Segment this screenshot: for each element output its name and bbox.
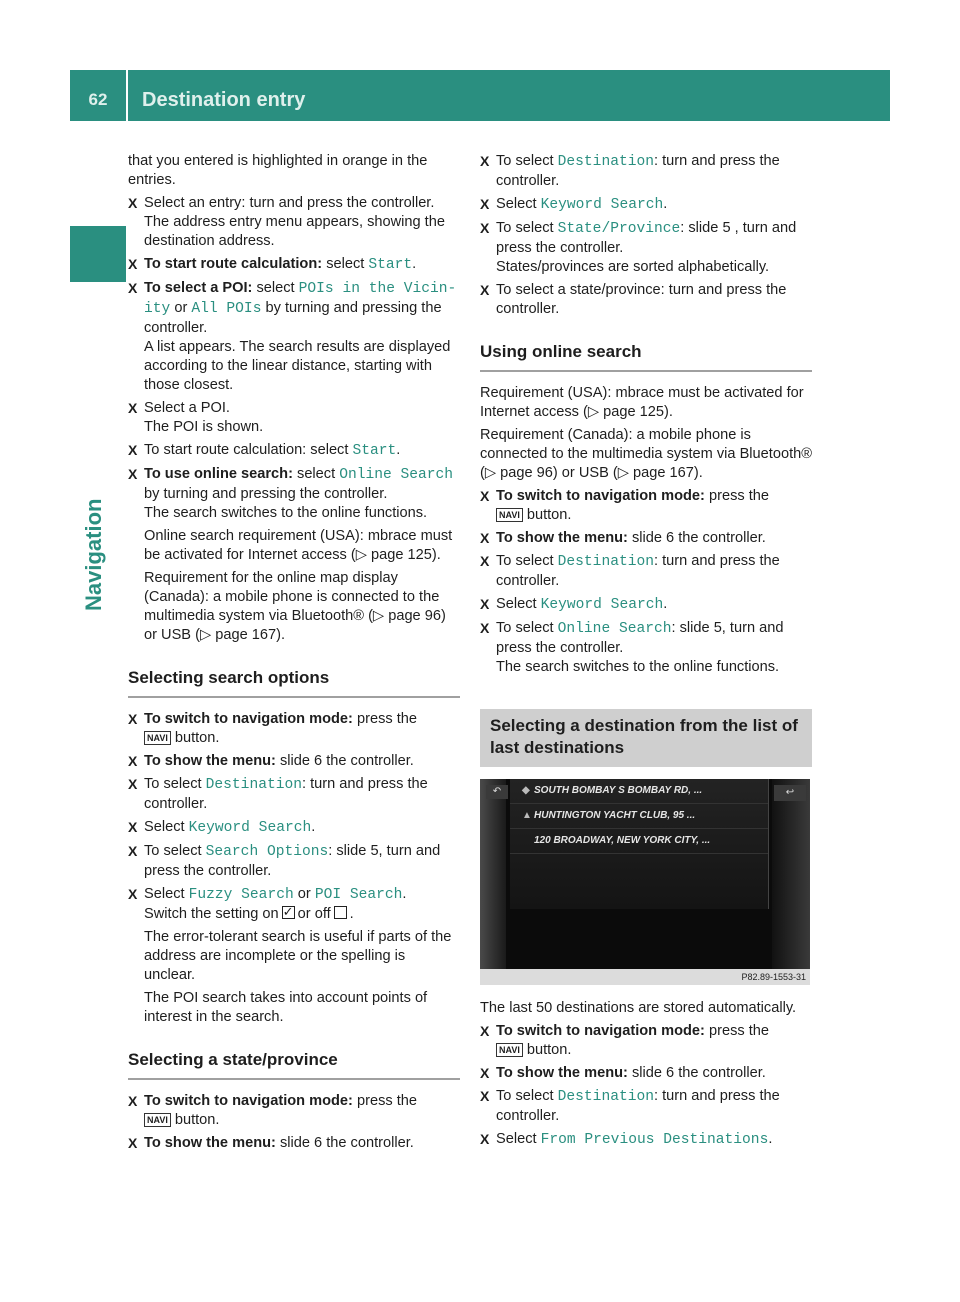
header-divider [126, 70, 128, 121]
heading-search-options: Selecting search options [128, 667, 460, 698]
online-search-requirement-usa: Online search requirement (USA): mbrace must be activated for Internet access (▷ page 125). [144, 528, 453, 563]
navi-button-icon: NAVI [144, 1113, 171, 1127]
all-pois-option[interactable]: All POIs [191, 301, 262, 317]
enter-icon: ↩ [774, 785, 806, 801]
screen-footer [480, 969, 810, 985]
list-item: ▲ HUNTINGTON YACHT CLUB, 95 ... [510, 804, 768, 829]
opt-step-destination: X To select Destination: turn and press the controller. [128, 775, 460, 814]
r-step-state-province: X To select State/Province: slide 5 , turn and press the controller. States/provinces are sorted alphabetically. [480, 219, 812, 277]
step-select-entry: X Select an entry: turn and press the controller. The address entry menu appears, showing the destination address. [128, 194, 460, 251]
on-step-show-menu: X To show the menu: slide 6 the controller. [480, 529, 812, 548]
section-label: Navigation [81, 498, 106, 611]
left-column [128, 152, 460, 1157]
online-map-requirement: Requirement for the online map display (Canada): a mobile phone is connected to the multimedia system via Bluetooth® (▷ page 96) or USB (▷ page 167). [144, 570, 446, 643]
search-options-option[interactable]: Search Options [205, 844, 329, 860]
opt-step-show-menu: X To show the menu: slide 6 the controller. [128, 752, 460, 771]
heading-online-search: Using online search [480, 341, 812, 372]
last-destinations-text: The last 50 destinations are stored automatically. [480, 1000, 797, 1016]
fuzzy-description: The error-tolerant search is useful if parts of the address are incomplete or the spelling is unclear. [144, 929, 452, 983]
checkbox-checked-icon [282, 906, 295, 919]
l-step-from-previous: X Select From Previous Destinations. [480, 1130, 812, 1150]
state-step-nav-mode: X To switch to navigation mode: press the NAVI button. [128, 1092, 460, 1130]
step-start-route-2: X To start route calculation: select Start. [128, 441, 460, 461]
back-icon: ↶ [486, 785, 508, 799]
navi-button-icon: NAVI [144, 731, 171, 745]
step-online-search: X To use online search: select Online Search by turning and pressing the controller. The search switches to the online functions. [128, 465, 460, 523]
destination-option[interactable]: Destination [557, 1089, 654, 1105]
poi-search-option[interactable]: POI Search [314, 887, 403, 903]
online-search-option[interactable]: Online Search [557, 621, 672, 637]
step-select-poi: X To select a POI: select POIs in the Vicin‐ ity or All POIs by turning and pressing the controller. A list appears. The search results are displayed according to the linear distance, starting with those closest. [128, 279, 460, 395]
from-previous-destinations-option[interactable]: From Previous Destinations [540, 1132, 769, 1148]
list-item: 120 BROADWAY, NEW YORK CITY, ... [510, 829, 768, 854]
fuzzy-search-option[interactable]: Fuzzy Search [188, 887, 294, 903]
on-step-nav-mode: X To switch to navigation mode: press the NAVI button. [480, 487, 812, 525]
list-item: ◆ SOUTH BOMBAY S BOMBAY RD, ... [510, 779, 768, 804]
intro-text: that you entered is highlighted in orange in the entries. [128, 153, 428, 188]
page-header [70, 70, 890, 121]
online-search-option[interactable]: Online Search [339, 467, 454, 483]
keyword-search-option[interactable]: Keyword Search [540, 597, 664, 613]
section-marker [70, 226, 126, 282]
page-title: Destination entry [142, 89, 306, 111]
step-select-a-poi: X Select a POI. The POI is shown. [128, 399, 460, 437]
l-step-show-menu: X To show the menu: slide 6 the controller. [480, 1064, 812, 1083]
state-step-show-menu: X To show the menu: slide 6 the controller. [128, 1134, 460, 1153]
opt-step-nav-mode: X To switch to navigation mode: press the NAVI button. [128, 710, 460, 748]
opt-step-fuzzy: X Select Fuzzy Search or POI Search. Switch the setting on✓ or off . [128, 885, 460, 924]
on-step-online-search: X To select Online Search: slide 5, turn and press the controller. The search switches to the online functions. [480, 619, 812, 677]
on-step-keyword: X Select Keyword Search. [480, 595, 812, 615]
navi-button-icon: NAVI [496, 1043, 523, 1057]
navi-button-icon: NAVI [496, 508, 523, 522]
r-step-keyword: X Select Keyword Search. [480, 195, 812, 215]
keyword-search-option[interactable]: Keyword Search [188, 820, 312, 836]
opt-step-search-options: X To select Search Options: slide 5, turn and press the controller. [128, 842, 460, 881]
image-code: P82.89-1553-31 [741, 972, 806, 982]
checkbox-empty-icon [334, 906, 347, 919]
opt-step-keyword: X Select Keyword Search. [128, 818, 460, 838]
section-sidebar [70, 121, 126, 1302]
r-step-destination: X To select Destination: turn and press the controller. [480, 152, 812, 191]
l-step-nav-mode: X To switch to navigation mode: press the NAVI button. [480, 1022, 812, 1060]
r-step-select-state: X To select a state/province: turn and press the controller. [480, 281, 812, 319]
destination-option[interactable]: Destination [205, 777, 302, 793]
start-option[interactable]: Start [368, 257, 413, 273]
poi-icon: ▲ [522, 810, 532, 821]
online-req-canada: Requirement (Canada): a mobile phone is connected to the multimedia system via Bluetooth® (▷ page 96) or USB (▷ page 167). [480, 427, 812, 481]
destination-list [510, 779, 769, 909]
l-step-destination: X To select Destination: turn and press the controller. [480, 1087, 812, 1126]
screen-left-bar [480, 779, 506, 985]
destination-option[interactable]: Destination [557, 154, 654, 170]
poi-search-description: The POI search takes into account points of interest in the search. [144, 990, 428, 1025]
destination-option[interactable]: Destination [557, 554, 654, 570]
start-option-2[interactable]: Start [352, 443, 397, 459]
on-step-destination: X To select Destination: turn and press the controller. [480, 552, 812, 591]
right-column [480, 152, 812, 1154]
step-start-route: X To start route calculation: select Start. [128, 255, 460, 275]
state-province-option[interactable]: State/Province [557, 221, 681, 237]
online-req-usa: Requirement (USA): mbrace must be activated for Internet access (▷ page 125). [480, 385, 804, 420]
heading-last-destinations: Selecting a destination from the list of last destinations [480, 709, 812, 767]
screenshot-last-destinations [480, 779, 810, 985]
keyword-search-option[interactable]: Keyword Search [540, 197, 664, 213]
poi-icon: ◆ [522, 785, 530, 796]
pois-vicinity-option[interactable]: POIs in the Vicin‐ ity [144, 281, 457, 317]
heading-state-province: Selecting a state/province [128, 1049, 460, 1080]
screen-right-bar [772, 779, 810, 985]
page-number: 62 [88, 90, 108, 109]
